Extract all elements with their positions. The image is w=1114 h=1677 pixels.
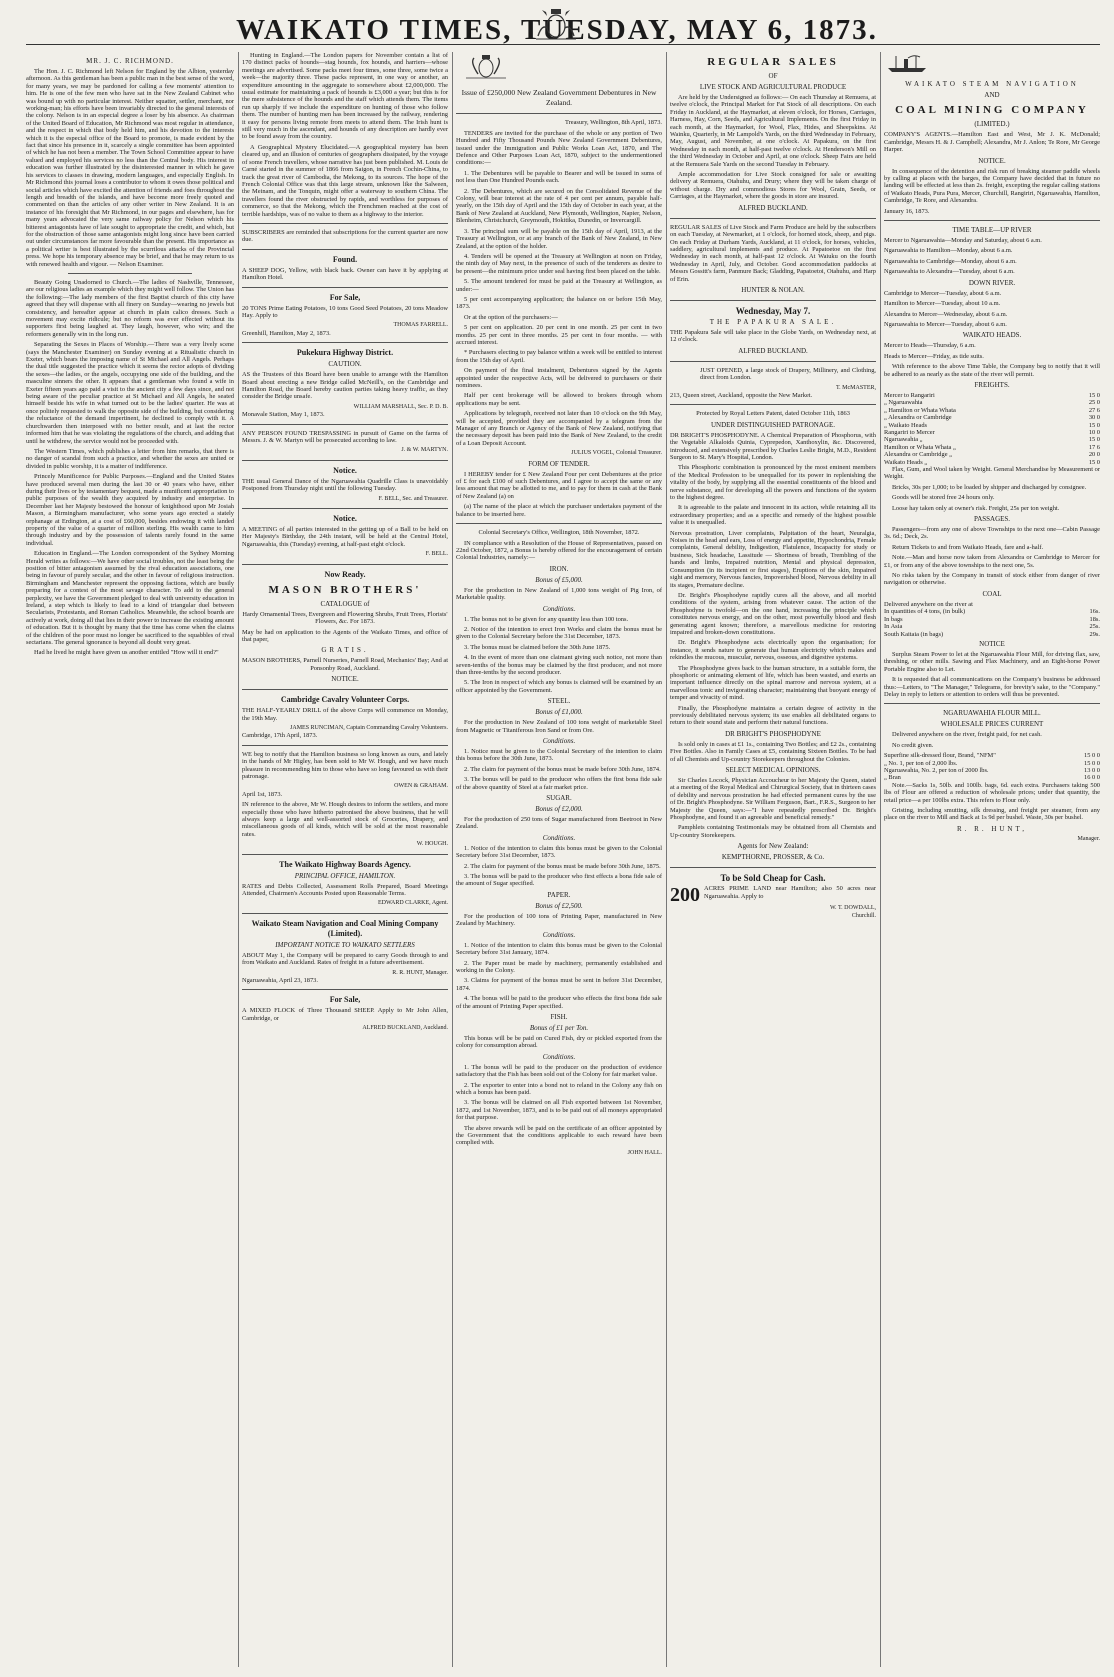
article-paragraph: Beauty Going Unadorned to Church.—The ladies of Nashville, Tennessee, are our religious ladies an example which they might well follow. The Union has the following:—The lady members of the first Baptist church of this city have agreed that they will dispense with all finery on Sunday—wearing no jewels but consistency, and hereafter appear at church in plain calico dresses. Such a movement may excite ridicule; but no reform was ever effected without its supporters first being laughed at. They laugh, however, who win; and the reformers generally win in the long run.	[26, 278, 234, 338]
ad-text: Or at the option of the purchasers:—	[464, 313, 558, 321]
ad-text: Flax, Gum, and Wool taken by Weight. General Merchandise by Measurement or Weight.	[884, 466, 1100, 481]
article-paragraph: The Western Times, which publishes a letter from him remarks, that there is no danger of scandal from such a practice, and whether the sexes are united or divided in public worship, it is a matter of indifference.	[26, 447, 234, 470]
ad-text: In consequence of the detention and risk run of breaking steamer paddle wheels by calling at places with the barges, the Company have decided that in future no landing will be effected at less than 2s. freight, excepting the regular calling stations of Waikato Heads, Pura Pura, Mercer, Churchill, Rangiriri, Ngaruawahia, Hamilton, Cambridge, Te Rore, and Alexandra.	[884, 167, 1100, 205]
row-label: Superfine silk-dressed flour, Brand, "NFM"	[884, 752, 996, 760]
ad-place: Churchill.	[851, 912, 876, 919]
symptoms-list: Nervous prostration, Liver complaints, Palpitation of the heart, Neuralgia, Noises in the head and ears, Loss of energy and appetite, Hypochondria, Female complaints, General debility, Indigestion, Flatulence, Incapacity for study or business, Sick headache, Lassitude — Shortness of breath, Trembling of the hands and limbs, Impaired nutrition, Mental and physical depression, Consumption (in its incipient or first stages), Eruptions of the skin, Impaired sight and memory, Nervous fancies, Impoverished blood, Nervous debility in all its stages, Premature decline.	[670, 529, 876, 589]
ad-text: Are held by the Undersigned as follows:— On each Thursday at Remuera, at twelve o'clock, the Principal Market for Fat Stock of all descriptions. On each Friday in Auckland, at the Haymarket, at eleven o'clock, for Horses, Carriages, Harness, Hay, Corn, Seeds, and Agricultural Implements. On the first Friday in each month, at the Haymarket, for Wool, Flax, Hides, and Sheepskins. At Wainku, Quarterly, in Mr Lampold's Yards, on the third Wednesday in February, May, August, and November, at one o'clock. At Papakura, on the first Wednesday in each month, at half-past twelve o'clock. At Henderson's Mill on the third Wednesday in October and April, at one o'clock. Sheep Fairs are held at the Remuera Sale Yards on the second Tuesday in February.	[670, 94, 876, 168]
ad-signature: F. BELL.	[425, 551, 448, 558]
ad-signature: WILLIAM MARSHALL, Sec. P. D. B.	[353, 403, 448, 410]
ad-text: No risks taken by the Company in transit of stock either from danger of river navigation or otherwise.	[884, 572, 1100, 587]
ad-text: 2. The claim for payment of the bonus must be made before 30th June, 1874.	[464, 765, 661, 773]
timetable-entry: Alexandra to Mercer—Wednesday, about 6 a.m.	[884, 310, 1008, 318]
ad-subheading: WHOLESALE PRICES CURRENT	[940, 720, 1044, 729]
separator	[242, 689, 448, 690]
ad-text: Surplus Steam Power to let at the Ngaruawahia Flour Mill, for driving flax, saw, threshing, or other mills. Sawing and Flax Machinery, and an Eight-horse Power Portable Engine also to Let.	[884, 650, 1100, 673]
separator	[242, 989, 448, 990]
ad-text: 3. The principal sum will be payable on the 15th day of April, 1913, at the Treasury at Wellington, or at any branch of the Bank of New Zealand, in New Zealand, at the option of the holder.	[456, 227, 662, 250]
ad-text: Gristing, including smutting, silk dressing, and freight per steamer, from any place on the river to Mill and Back at 1s 9d per bushel. Waste, 30s per bushel.	[884, 807, 1100, 822]
column-2	[242, 52, 448, 1672]
table-row	[884, 623, 1100, 630]
separator	[884, 220, 1100, 221]
ad-text: Passengers—from any one of above Townships to the next one—Cabin Passage 3s. 6d.; Deck, 2s.	[884, 526, 1100, 541]
table-row	[884, 414, 1100, 421]
subscribers-notice: SUBSCRIBERS are reminded that subscriptions for the current quarter are now due.	[242, 228, 448, 244]
ad-subheading: FORM OF TENDER.	[528, 459, 590, 468]
ad-subheading: PRINCIPAL OFFICE, HAMILTON.	[294, 871, 396, 880]
ad-subheading: PASSAGES.	[973, 515, 1011, 524]
ad-signature: ALFRED BUCKLAND.	[738, 346, 808, 355]
separator	[242, 249, 448, 250]
ad-subheading: Conditions.	[542, 604, 576, 613]
separator	[242, 424, 448, 425]
ad-text: Bricks, 30s per 1,000; to be loaded by shipper and discharged by consignee.	[892, 483, 1087, 491]
ad-place: January 16, 1873.	[884, 207, 930, 215]
ad-text: May be had on application to the Agents of the Waikato Times, and office of that paper,	[242, 628, 448, 643]
row-price: 15 0	[1088, 436, 1100, 444]
timetable-entry: Ngaruawahia to Cambridge—Monday, about 6 a.m.	[884, 257, 1017, 265]
ad-signature: ALFRED BUCKLAND.	[738, 203, 808, 212]
ad-text: 5 per cent on application. 20 per cent in one month. 25 per cent in two months. 25 per cent in three months. 25 per cent in four months. — with accrued interest.	[456, 324, 662, 346]
row-label: Ngaruawahia, No. 2, per ton of 2000 lbs.	[884, 766, 989, 774]
row-label: Delivered anywhere on the river at	[884, 600, 973, 608]
timetable-entry: Ngaruawahia to Hamilton—Monday, about 6 a.m.	[884, 247, 1013, 255]
column-3	[456, 52, 662, 1672]
column-divider	[666, 52, 667, 1667]
ad-text: This bonus will be be paid on Cured Fish, dry or pickled exported from the colony for consumption abroad.	[456, 1034, 662, 1050]
row-price: 27 6	[1088, 406, 1100, 414]
ad-text: ABOUT May 1, the Company will be prepared to carry Goods through to and from Waikato and Auckland. Rates of freight in a future advertisement.	[242, 951, 448, 967]
ad-heading: Waikato Steam Navigation and Coal Mining Company (Limited).	[251, 918, 439, 938]
row-price: 15 0	[1088, 391, 1100, 399]
company-title-large: COAL MINING COMPANY	[895, 104, 1089, 117]
ad-subheading: SUGAR.	[546, 794, 572, 803]
ad-subheading: IMPORTANT NOTICE TO WAIKATO SETTLERS	[275, 940, 415, 949]
row-label: Hamilton or Whata Whata „	[884, 443, 956, 451]
separator	[670, 218, 876, 219]
ad-text: 1. The bonus will be paid to the producer on the production of evidence satisfactory that the Fish has been sold out of the Colony for fair market value.	[456, 1063, 662, 1079]
timetable-entry: Hamilton to Mercer—Tuesday, about 10 a.m.	[884, 300, 1001, 308]
ad-text: A MEETING of all parties interested in the getting up of a Ball to be held on Her Majesty's Birthday, the 24th instant, will be held at the Central Hotel, Ngaruawahia, this (Tuesday) evening, at half-past eight o'clock.	[242, 526, 448, 548]
table-row	[884, 631, 1100, 638]
ad-text: 1. Notice of the intention to claim this bonus must be given to the Colonial Secretary before 31st January, 1874.	[456, 941, 662, 957]
table-row	[884, 760, 1100, 767]
ad-text: REGULAR SALES of Live Stock and Farm Produce are held by the subscribers on each Tuesday, at Newmarket, at 1 o'clock, for horned stock, sheep, and pigs. On each Friday at Durham Yards, Auckland, at 11 o'clock, for horses, vehicles, saddlery, agricultural implements and produce. At Papatoetoe on the first Wednesday in each month, at half-past 12 o'clock. At Waiuku on the fourth Wednesday in April, July, and October. Good accommodation paddocks at Messrs Gossitt's farm, Panmure Back; Gladding, Papatoetoi, Otahuhu, and Harp of Erin.	[670, 223, 876, 283]
timetable-entry: Mercer to Heads—Thursday, 6 a.m.	[884, 342, 976, 350]
ad-text: IN reference to the above, Mr W. Hough desires to inform the settlers, and more especially those who have hitherto patronised the above business, that he will always keep a large and well-assorted stock of Groceries, Drapery, and miscellaneous goods of all kinds, which will be sold at the most reasonable rates.	[242, 801, 448, 838]
ad-place: Treasury, Wellington, 8th April, 1873.	[564, 119, 662, 127]
royal-crest-icon	[532, 6, 580, 42]
ad-subheading: Agents for New Zealand:	[737, 842, 809, 851]
ad-text: Applications by telegraph, received not later than 10 o'clock on the 9th May, will be accepted, provided they are accompanied by a telegram from the Manager of any Branch or Agency of the Bank of New Zealand, notifying that the necessary deposit has been paid into the Bank of New Zealand, to the credit of a Loan Deposit Account.	[456, 410, 662, 447]
ad-subheading: SELECT MEDICAL OPINIONS.	[725, 766, 821, 775]
ad-text: 3. Claims for payment of the bonus must be sent in before 31st December, 1874.	[456, 977, 662, 992]
column-divider	[238, 52, 239, 1667]
ad-text: With reference to the above Time Table, the Company beg to notify that it will be adhered to as nearly as the state of the river will permit.	[884, 363, 1100, 378]
ad-place: Monavale Station, May 1, 1873.	[242, 411, 325, 419]
royal-arms-icon	[456, 54, 516, 80]
row-label: In bags	[884, 615, 903, 623]
ad-text: WE beg to notify that the Hamilton business so long known as ours, and lately in the hands of Mr Higley, has been sold to Mr W. Hough, and we have much pleasure in recommending him to those who have so long favoured us with their patronage.	[242, 750, 448, 780]
row-price: 18s.	[1089, 615, 1100, 623]
ad-subheading: Conditions.	[542, 737, 576, 745]
row-price: 13 0 0	[1084, 766, 1100, 774]
ad-text: Goods will be stored free 24 hours only.	[892, 494, 995, 502]
table-row	[884, 616, 1100, 623]
ad-text: (a) The name of the place at which the purchaser undertakes payment of the balance to be inserted here.	[456, 503, 662, 518]
ad-text: 4. In the event of more than one claimant giving such notice, not more than seven-tenths of the bonus may be claimed by the first producer, and not more than three-tenths by the second producer.	[456, 654, 662, 676]
ad-heading: The Waikato Highway Boards Agency.	[279, 859, 411, 869]
ad-text: 3. The bonus will be paid to the producer who first effects a bona fide sale of the amount of Sugar specified.	[456, 873, 662, 888]
ad-text: Dr. Bright's Phosphodyne acts electrically upon the organisation; for instance, it sends nature to generate that human electricity which makes and rekindles the mucous, muscular, nervous, osseous, and digestive systems.	[670, 639, 876, 662]
ad-heading: Issue of £250,000 New Zealand Government Debentures in New Zealand.	[461, 88, 657, 108]
ad-place: Greenhill, Hamilton, May 2, 1873.	[242, 329, 331, 337]
ad-text: 3. The bonus must be claimed before the 30th June 1875.	[464, 643, 611, 651]
ad-text: The Phosphodyne gives back to the human structure, in a suitable form, the phosphoric or animating element of life, which has been wasted, and exerts an important influence directly on the spinal marrow and nervous system, at a marvellous tonic and invigorating character; maintaining that buoyant energy of temper and vivacity of mind.	[670, 664, 876, 702]
ad-text: ANY PERSON FOUND TRESPASSING in pursuit of Game on the farms of Messrs. J. & W. Martyn will be prosecuted according to law.	[242, 429, 448, 445]
flour-prices-table	[884, 752, 1100, 782]
ad-subheading: PAPER.	[547, 890, 571, 899]
column-1	[26, 52, 234, 1672]
ad-text: DR BRIGHT'S PHOSPHODYNE. A Chemical Preparation of Phosphorus, with the Vegetable Alkaloids Quinia, Cyprepedon, Xanthoxylin, &c. Discovered, introduced, and extensively prescribed by Charles Leslie Bright, M.D., Resident Surgeon to St. Mary's Hospital, London.	[670, 431, 876, 461]
ad-signature: F. BELL, Sec. and Treasurer.	[378, 495, 448, 502]
ad-subheading: FISH.	[550, 1012, 568, 1021]
table-row	[884, 429, 1100, 436]
ad-text: The above rewards will be paid on the certificate of an officer appointed by the Government that the conditions applicable to each reward have been complied with.	[456, 1124, 662, 1147]
row-label: Mercer to Rangariri	[884, 391, 935, 399]
ad-subheading: CAUTION.	[328, 360, 362, 369]
ad-subheading: Protected by Royal Letters Patent, dated October 11th, 1863	[696, 410, 850, 418]
table-row	[884, 767, 1100, 774]
article-paragraph: The Hon. J. C. Richmond left Nelson for England by the Albion, yesterday afternoon. As this gentleman has been a public man in the best sense of the word, for many years, we may be pardoned for calling a few moments' attention to him. He is one of the few men who have sat in the New Zealand Cabinet who was bound up with no particular interest. Neither squatter, settler, merchant, nor working-man; his efforts have been invariably directed to the general interests of the colony. Nelson is in an especial degree a loser by his absence. As chairman of the United Board of Education, Mr Richmond was most regular in attendance, and the respect in which that body held him, and his devotion to the interests which it is the especial office of the Board to promote, is made evident by the fact that since his presence in it, scarcely a single committee has been appointed of which he has not been a member. The Town School Committee appear to have valued and employed his services no less than the Central body. His interest in education was further illustrated by the disinterested manner in which he gave his services to classes in drawing, modern languages, and especially English. In Mr Richmond this journal loses a contributor to whom it owes those political and social articles which have excited the attention of friends and foes throughout the length and breadth of the islands, and have become more freely quoted and commented on than the articles of any other writer in New Zealand. It is an instance of his foresight that Mr Richmond, in our pages and elsewhere, has for many years advocated the very same railway policy for Nelson which his bitterest antagonists have of late sought to appropriate the credit, and which, but for the obstruction of those same antagonists might long since have been carried out under circumstances far more favourable than the present. His importance as a political writer is best illustrated by the scurrilous attacks of the Provincial press. We hope his temporary absence may be brief, and that he may return to us with renewed health and vigour. — Nelson Examiner.	[26, 68, 234, 268]
ad-heading-large: MASON BROTHERS'	[268, 583, 422, 596]
ad-signature: JAMES RUNCIMAN, Captain Commanding Cavalry Volunteers.	[290, 724, 448, 731]
ad-signature: T. McMASTER,	[835, 384, 876, 391]
separator	[884, 703, 1100, 704]
row-price: 25s.	[1089, 623, 1100, 631]
ad-subheading: Bonus of £2,500.	[535, 901, 583, 910]
separator	[242, 460, 448, 461]
ad-text: THE Papakura Sale will take place in the Globe Yards, on Wednesday next, at 12 o'clock.	[670, 328, 876, 344]
ad-subheading: COAL	[982, 589, 1002, 598]
timetable-entry: Mercer to Ngaruawahia—Monday and Saturday, about 6 a.m.	[884, 237, 1042, 245]
ad-signature: R. R. HUNT, Manager.	[392, 969, 448, 976]
table-row	[884, 752, 1100, 759]
ad-text: 5. The amount tendered for must be paid at the Treasury at Wellington, as under:—	[456, 278, 662, 293]
separator	[242, 745, 448, 746]
row-label: Rangariri to Mercer	[884, 428, 935, 436]
ad-text: 5 per cent accompanying application; the balance on or before 15th May, 1873.	[456, 295, 662, 311]
ad-subheading: LIVE STOCK AND AGRICULTURAL PRODUCE	[699, 83, 847, 91]
ad-subheading: DOWN RIVER.	[968, 278, 1016, 287]
ad-heading: Found.	[332, 254, 358, 264]
ad-text: I HEREBY tender for £ New Zealand Four per cent Debentures at the price of £ for each £100 of such Debentures, and I agree to accept the same or any less amount that may be allotted to me, and to pay for them in cash at the Bank of New Zealand (a) on	[456, 470, 662, 500]
timetable-entry: Ngaruawahia to Alexandra—Tuesday, about 6 a.m.	[884, 268, 1015, 276]
ad-text: 1. Notice of the intention to claim this bonus must be given to the Colonial Secretary before 31st December, 1873.	[456, 844, 662, 860]
ad-text: A SHEEP DOG, Yellow, with black back. Owner can have it by applying at Hamilton Hotel.	[242, 266, 448, 282]
ad-subheading: Bonus of £1 per Ton.	[529, 1023, 589, 1032]
ad-signature: J. & W. MARTYN.	[401, 447, 448, 454]
ad-subheading: OF	[768, 72, 778, 80]
table-row	[884, 407, 1100, 414]
row-label: In quantities of 4 tons, (in bulk)	[884, 608, 966, 616]
ad-text: For the production in New Zealand of 100 tons weight of marketable Steel from Magnetic or Titaniferous Iron Sand or from Ore.	[456, 719, 662, 734]
row-price: 15 0	[1088, 421, 1100, 429]
ad-text: 2. The Paper must be made by machinery, permanently established and working in the Colony.	[456, 959, 662, 974]
table-row	[884, 774, 1100, 781]
ad-text: For the production of 100 tons of Printing Paper, manufactured in New Zealand by Machinery.	[456, 912, 662, 928]
separator	[242, 913, 448, 914]
ad-place: April 1st, 1873.	[242, 790, 283, 798]
ad-subheading: FREIGHTS.	[974, 380, 1010, 389]
column-5	[884, 52, 1100, 1672]
row-label: South Kaitaia (in bags)	[884, 630, 944, 638]
ad-text: THE HALF-YEARLY DRILL of the above Corps will commence on Monday, the 19th May.	[242, 707, 448, 722]
ad-text: Hardy Ornamental Trees, Evergreen and Flowering Shrubs, Fruit Trees, Florists' Flowers, &c. For 1873.	[242, 610, 448, 626]
freights-table	[884, 392, 1100, 466]
separator	[242, 854, 448, 855]
table-row	[884, 392, 1100, 399]
row-label: Alexandra or Cambridge „	[884, 451, 952, 459]
ad-heading-large: REGULAR SALES	[707, 56, 839, 68]
ad-signature: THOMAS FARRELL.	[393, 322, 448, 329]
ad-text: Return Tickets to and from Waikato Heads, fare and a-half.	[892, 543, 1044, 551]
ad-subheading: TIME TABLE—UP RIVER	[952, 226, 1032, 235]
row-label: „ Ngaruawahia	[884, 399, 923, 407]
ad-signature: JULIUS VOGEL, Colonial Treasurer.	[571, 450, 662, 457]
row-price: 17 6	[1088, 443, 1100, 451]
acres-number: 200	[670, 884, 700, 907]
separator	[68, 273, 193, 274]
ad-subheading: Conditions.	[542, 1052, 576, 1061]
timetable-entry: Heads to Mercer—Friday, as tide suits.	[884, 352, 984, 360]
separator	[670, 867, 876, 868]
article-paragraph: Had he lived he might have given us another entitled "How will it end?"	[34, 649, 219, 657]
ad-text: 4. Tenders will be opened at the Treasury at Wellington at noon on Friday, the ninth day of May next, in the presence of such of the tenderers as desire to be present—the minimum price under seal having first been placed on the table.	[456, 252, 662, 275]
row-price: 15 0 0	[1084, 759, 1100, 767]
table-row	[884, 399, 1100, 406]
separator	[670, 404, 876, 405]
ad-text: 3. The bonus will be claimed on all Fish exported between 1st November, 1872, and 1st November, 1873, and is to be paid out of all moneys appropriated for that purpose.	[456, 1099, 662, 1122]
ad-subheading: Bonus of £5,000.	[535, 575, 583, 584]
ad-text: 20 TONS Prime Eating Potatoes, 10 tons Good Seed Potatoes, 20 tons Meadow Hay. Apply to	[242, 304, 448, 319]
ad-signature: HUNTER & NOLAN.	[741, 285, 805, 294]
separator	[242, 287, 448, 288]
ad-text: Half per cent brokerage will be allowed to brokers through whom applications may be sent.	[456, 392, 662, 407]
ad-signature: ALFRED BUCKLAND, Auckland.	[362, 1025, 448, 1032]
ad-text: COMPANY'S AGENTS.—Hamilton East and West, Mr J. K. McDonald; Cambridge, Messrs H. & J. Campbell; Alexandra, Mr J. Anlon; Te Rore, Mr George Harper.	[884, 131, 1100, 154]
ad-text: 5. The Iron in respect of which any bonus is claimed will be examined by an officer appointed by the Government.	[456, 679, 662, 694]
article-paragraph: A Geographical Mystery Elucidated.—A geographical mystery has been cleared up, and an illusion of centuries of geographers dissipated, by the voyage of some French travellers, whose narrative has just been published. M. Louis de Carné started in the summer of 1866 from Saigon, in French Cochin-China, to track the great river of Cambodia, the Mekong, to its sources. The hope of the French Colonial Office was that this large stream, unknown like the Salween, the Meinam, and the Tonquin, might offer a waterway to southern China. The travellers found the river obstructed by rapids, and worthless for purposes of commerce, so that the Mekong, which the Frenchmen reached at the cost of terrible hardships, was of no value to them as a highway to the interior.	[242, 143, 448, 218]
ad-text: Note.—Sacks 1s, 50lb. and 100lb. bags, 6d. each extra. Purchasers taking 500 lbs of Flour are offered a reduction of wholesale prices; under that quantity, the retail price—a per 100lbs extra. This refers to Flour only.	[884, 781, 1100, 804]
ad-text: AS the Trustees of this Board have been unable to arrange with the Hamilton Board about erecting a new Bridge called McNeill's, on the Cambridge and Hamilton Road, the Board hereby caution parties taking heavy traffic, as they consider the Bridge unsafe.	[242, 371, 448, 401]
article-heading: MR. J. C. RICHMOND.	[86, 57, 174, 65]
row-label: In Asia	[884, 623, 903, 631]
ad-text: Delivered anywhere on the river, freight paid, for net cash.	[892, 731, 1042, 739]
ad-text: For the production in New Zealand of 1,000 tons weight of Pig Iron, of Marketable quality.	[456, 586, 662, 602]
ad-text: 2. The Debentures, which are secured on the Consolidated Revenue of the Colony, will bear interest at the rate of 4 per cent per annum, payable half-yearly, on the 15th day of April and the 15th day of October in each year, at the Bank of New Zealand at Auckland, New Plymouth, Wellington, Napier, Nelson, Blenheim, Christchurch, Greymouth, Hokitika, Dunedin, or Invercargill.	[456, 187, 662, 225]
row-price: 25 0	[1088, 399, 1100, 407]
table-row	[884, 601, 1100, 608]
row-price: 16s.	[1089, 608, 1100, 616]
table-row	[884, 608, 1100, 615]
ad-heading: Now Ready.	[324, 569, 366, 579]
ad-heading: Notice.	[333, 514, 357, 524]
ad-text: No credit given.	[892, 741, 934, 749]
ad-signature: MASON BROTHERS, Parnell Nurseries, Parnell Road, Mechanics' Bay; And at Ponsonby Road, Auckland.	[242, 657, 448, 672]
ad-text: * Purchasers electing to pay balance within a week will be entitled to interest from the 15th day of April.	[456, 349, 662, 364]
article-paragraph: Separating the Sexes in Places of Worship.—There was a very lively scene (says the Manchester Examiner) on Sunday evening at a Ritualistic church in Exeter, which bears the imposing name of St Michael and All Angels. Perhaps the dual title suggested the practice which it seems the rector adopts of dividing the sexes—the ladies, or the angels, occupying one side of the building, and the masculine sinners the other. It appears that a gentleman who found a wife in Exeter fifteen years ago paid a visit to the ancient city a few days since, and not being aware of the peculiar practice at St Michael and All Angels, he seated himself beside his wife in what turned out to be the ladies' quarter. He was at once politely requested to walk the opposite side of the building, but considering the reluctance of the demand impertinent, he declined to comply with it. A churchwarden then interposed with no better result, and at last the rector informed him that he was violating the regulations of the church, and adding that until he withdrew, the service would not be proceeded with.	[26, 341, 234, 445]
coal-table	[884, 601, 1100, 638]
ad-text: 1. The bonus not to be given for any quantity less than 100 tons.	[464, 615, 629, 623]
ad-text: Loose hay taken only at owner's risk. Freight, 25s per ton weight.	[892, 504, 1060, 512]
row-price: 20 0	[1088, 451, 1100, 459]
masthead-rule	[26, 44, 1100, 45]
ad-subheading: NOTICE.	[331, 675, 359, 684]
column-divider	[880, 52, 881, 1667]
row-label: „ Waikato Heads	[884, 421, 928, 429]
table-row	[884, 451, 1100, 458]
ad-text: 1. The Debentures will be payable to Bearer and will be issued in sums of not less than One Hundred Pounds each.	[456, 169, 662, 185]
ad-text: 2. The claim for payment of the bonus must be made before 30th June, 1875.	[464, 862, 661, 870]
ad-subheading: Conditions.	[542, 833, 576, 842]
row-price: 15 0 0	[1084, 752, 1100, 760]
ad-text: Pamphlets containing Testimonials may be obtained from all Chemists and Up-country Storekeepers.	[670, 824, 876, 839]
ad-signature: EDWARD CLARKE, Agent.	[378, 900, 448, 907]
table-row	[884, 436, 1100, 443]
ad-signature: KEMPTHORNE, PROSSER, & Co.	[721, 853, 825, 862]
ad-text: It is requested that all communications on the Company's business be addressed thus:—Letters, to "The Manager," Telegrams, for brevity's sake, to the "Company." Delay in reply to letters or attention to orders will thus be prevented.	[884, 676, 1100, 698]
ad-text: Sir Charles Locock, Physician Accoucheur to her Majesty the Queen, stated at a meeting of the Royal Medical and Chirurgical Society, that in thirteen cases of debility and nervous prostration he had effected permanent cures by the use of Dr. Bright's Phosphodyne. Sir William Ferguson, Bart., F.R.S., Surgeon to her Majesty the Queen, says:—"I have repeatedly prescribed Dr. Bright's Phosphodyne, and found it an agreeable and beneficial remedy."	[670, 777, 876, 822]
article-paragraph: Princely Munificence for Public Purposes.—England and the United States have produced several men during the last 30 or 40 years who have, either during their lives or by testamentary bequest, made a munificent appropriation to public purposes of the wealth they acquired by industry and enterprise. In December last her Majesty bestowed the honour of knighthood upon Mr Josiah Mason, a Birmingham manufacturer, who some years ago erected a stately orphanage at Erdington, at a cost of £60,000, besides endowing it with landed property of the value of a quarter of million sterling. His wealth came to him through industry and by the possession of talents rarely found in the same individual.	[26, 473, 234, 547]
ad-subheading: WAIKATO HEADS.	[962, 331, 1022, 340]
table-row	[884, 444, 1100, 451]
ad-signature: W. T. DOWDALL,	[829, 905, 876, 912]
ad-heading: Notice.	[333, 465, 357, 475]
ad-subheading: NGARUAWAHIA FLOUR MILL.	[943, 709, 1041, 718]
ad-text: This Phosphoric combination is pronounced by the most eminent members of the Medical Profession to be unequalled for its power in replenishing the vitality of the body, by supplying all the essential constituents of the blood and nerve substance, and for developing all the powers and functions of the system to the highest degree.	[670, 464, 876, 502]
ad-heading: Wednesday, May 7.	[735, 305, 811, 316]
ad-text: 2. The exporter to enter into a bond not to reland in the Colony any fish on which a bonus has been paid.	[456, 1081, 662, 1096]
ad-subheading: DR BRIGHT'S PHOSPHODYNE	[725, 729, 821, 738]
ad-place: Ngaruawahia, April 23, 1873.	[242, 977, 318, 985]
ad-subheading: STEEL.	[547, 697, 571, 706]
ad-text: THE usual General Dance of the Ngaruawahia Quadrille Class is unavoidably Postponed from Thursday night until the following Tuesday.	[242, 477, 448, 493]
ad-signature: OWEN & GRAHAM.	[394, 783, 448, 790]
ad-subheading: NOTICE	[979, 639, 1005, 648]
table-row	[884, 459, 1100, 466]
article-paragraph: Hunting in England.—The London papers for November contain a list of 170 distinct packs of hounds—stag hounds, fox hounds, and harriers—whose meetings are advertised. Some packs meet four times, some three, some twice a week—the majority three. These packs represent, in one way or another, an expenditure amounting in the aggregate to somewhere about £2,000,000. The usual estimate for maintaining a pack of hounds is £3,000 a year; but this is for the mere subsistence of the hounds and the staff which attends them. The items run up sharply if we include the expenditure on hunting of those who follow them. The number of hunting men has been increased by the railway, rendering it easy for persons living remote from meets to attend them. The Irish hunt is still very much in the ascendant, and hounds of any description are hardly ever to be found away from the country.	[242, 52, 448, 141]
row-price: 30 0	[1088, 414, 1100, 422]
column-divider	[452, 52, 453, 1667]
ad-text: IN compliance with a Resolution of the House of Representatives, passed on 22nd October, 1872, a Bonus is hereby offered for the encouragement of certain Colonial Industries, namely:—	[456, 539, 662, 562]
ad-place: Cambridge, 17th April, 1873.	[242, 732, 318, 740]
ad-subheading: Bonus of £2,000.	[535, 805, 583, 814]
separator	[242, 223, 448, 224]
ad-text: Is sold only in cases at £1 1s., containing Two Bottles; and £2 2s., containing Five Bottles. Also in Family Cases at £5, containing Sixteen Bottles. To be had of all Chemists and Up-country Storekeepers throughout the Colonies.	[670, 740, 876, 763]
ad-text: Finally, the Phosphodyne maintains a certain degree of activity in the previously debilitated nervous system; its use enables all debilitated organs to return to their sound state and perform their natural functions.	[670, 704, 876, 727]
ad-heading: For Sale,	[329, 995, 361, 1005]
ad-heading: To be Sold Cheap for Cash.	[720, 873, 826, 884]
separator	[670, 361, 876, 362]
ad-signature: R. R. HUNT,	[956, 824, 1027, 833]
article-paragraph: Education in England.—The London correspondent of the Sydney Morning Herald writes as follows:—We have other social troubles, not the least being the position of bitter antagonism assumed by the rival education associations, one being in favour of purely secular, and the other in favour of religious instruction. Birmingham and Manchester represent the opposing factions, which are busily preparing for a contest of the most savage character. To add to the general perplexity, we have the Government pledged to deal with university education in Ireland, a step which is likely to lead to a kind of triangular duel between Secularists, Protestants, and Roman Catholics. Meanwhile, the school boards are actively at work, doing all that lies in their power to increase the existing amount of education. But it is thought by many that the time has come when the claims of the children of the poor must no longer be sacrificed to the squabbles of rival sectarians. The general ignorance is beyond all doubt very great.	[26, 550, 234, 647]
ad-subheading: Conditions.	[542, 930, 576, 939]
ad-signature: W. HOUGH.	[416, 841, 448, 848]
ad-heading: Pukekura Highway District.	[296, 348, 394, 358]
row-price: 10 0	[1088, 428, 1100, 436]
ad-text: 3. The bonus will be paid to the producer who offers the first bona fide sale of the above quantity of Steel at a fair market price.	[456, 776, 662, 791]
ad-heading: For Sale,	[329, 292, 361, 302]
row-label: Ngaruawahia „	[884, 436, 923, 444]
ad-subheading: CATALOGUE of	[320, 599, 370, 608]
ad-text: For the production of 250 tons of Sugar manufactured from Beetroot in New Zealand.	[456, 816, 662, 831]
ad-text: RATES and Debts Collected, Assessment Rolls Prepared, Board Meetings Attended, Chairmen's Accounts Posted upon Reasonable Terms.	[242, 882, 448, 898]
row-label: „ Alexandra or Cambridge	[884, 414, 952, 422]
row-price: 29s.	[1089, 630, 1100, 638]
ad-text: Ample accommodation for Live Stock consigned for sale or awaiting delivery at Remuera, Otahuhu, and Drury; where they will be taken charge of without charge. Dry and commodious Stores for Wool, Grain, Seeds, or Carriages, at the Haymarket, where the goods in store are insured.	[670, 171, 876, 201]
ad-subheading: THE PAPAKURA SALE.	[709, 317, 837, 326]
row-price: 15 0	[1088, 458, 1100, 466]
company-subtitle: (LIMITED.)	[974, 120, 1010, 129]
ad-text: 1. Notice must be given to the Colonial Secretary of the intention to claim this bonus before the 30th June, 1873.	[456, 748, 662, 763]
steamship-icon	[884, 54, 930, 74]
separator	[456, 113, 662, 114]
separator	[456, 523, 662, 524]
ad-text: On payment of the final instalment, Debentures signed by the Agents appointed under the respective Acts, will be delivered to purchasers or their nominees.	[456, 367, 662, 389]
ad-text: ACRES PRIME LAND near Hamilton; also 50 acres near Ngaruawahia. Apply to	[704, 885, 876, 900]
ad-signature: JOHN HALL.	[627, 1149, 662, 1156]
ad-heading: Cambridge Cavalry Volunteer Corps.	[280, 695, 410, 705]
ad-text: JUST OPENED, a large stock of Drapery, Millinery, and Clothing, direct from London.	[700, 366, 876, 382]
masthead-title: WAIKATO TIMES, TUESDAY, MAY 6, 1873.	[236, 14, 878, 46]
separator	[242, 508, 448, 509]
separator	[242, 342, 448, 343]
row-label: „ Hamilton or Whata Whata	[884, 406, 956, 414]
land-ad	[670, 885, 876, 905]
company-title: WAIKATO STEAM NAVIGATION	[905, 80, 1079, 89]
company-title: AND	[984, 91, 1000, 100]
ad-text: 2. Notice of the intention to erect Iron Works and claim the bonus must be given to the Colonial Secretary before the 31st December, 1873.	[456, 625, 662, 641]
ad-subheading: UNDER DISTINGUISHED PATRONAGE.	[711, 420, 835, 429]
timetable-entry: Ngaruawahia to Mercer—Tuesday, about 6 a.m.	[884, 320, 1007, 328]
column-4	[670, 52, 876, 1672]
table-row	[884, 422, 1100, 429]
ad-text: 4. The bonus will be paid to the producer who effects the first bona fide sale of the amount of Printing Paper specified.	[456, 995, 662, 1010]
ad-place: 213, Queen street, Auckland, opposite the New Market.	[670, 391, 813, 399]
ad-text: Note.—Man and horse now taken from Alexandra or Cambridge to Mercer for £1, or from any of the above townships to the next one, 5s.	[884, 554, 1100, 569]
ad-text: It is agreeable to the palate and innocent in its action, while retaining all its extraordinary properties; and as a specific and remedy of the highest possible value it is unequalled.	[670, 504, 876, 527]
ad-subheading: IRON.	[549, 564, 569, 573]
ad-subheading: GRATIS.	[321, 646, 369, 655]
ad-signature: Manager.	[1077, 835, 1100, 842]
ad-text: Dr. Bright's Phosphodyne rapidly cures all the above, and all morbid conditions of the system, arising from whatever cause. The action of the Phosphodyne is twofold—on the one hand, increasing the principle which constitutes nervous energy, and on the other, most powerfully blood and flesh generating agent known; therefore, a marvellous medicine for restoring impaired and broken-down constitutions.	[670, 591, 876, 636]
row-price: 16 0 0	[1084, 774, 1100, 782]
row-label: „ No. 1, per ton of 2,000 lbs.	[884, 759, 958, 767]
ad-text: A MIXED FLOCK of Three Thousand SHEEP. Apply to Mr John Allen, Cambridge, or	[242, 1007, 448, 1022]
timetable-entry: Cambridge to Mercer—Tuesday, about 6 a.m.	[884, 289, 1002, 297]
separator	[670, 300, 876, 301]
ad-place: Colonial Secretary's Office, Wellington, 18th November, 1872.	[478, 529, 640, 537]
ad-text: TENDERS are invited for the purchase of the whole or any portion of Two Hundred and Fifty Thousand Pounds New Zealand Government Debentures, issued under the Immigration and Public Works Loan Act, 1870, and The Defence and Other Purposes Loan Act, 1870, subject to the undermentioned conditions:—	[456, 129, 662, 167]
ad-subheading: Bonus of £1,000.	[535, 708, 583, 717]
row-label: „ Bran	[884, 774, 901, 782]
separator	[242, 564, 448, 565]
ad-subheading: NOTICE.	[978, 156, 1006, 165]
row-label: Waikato Heads „	[884, 458, 928, 466]
